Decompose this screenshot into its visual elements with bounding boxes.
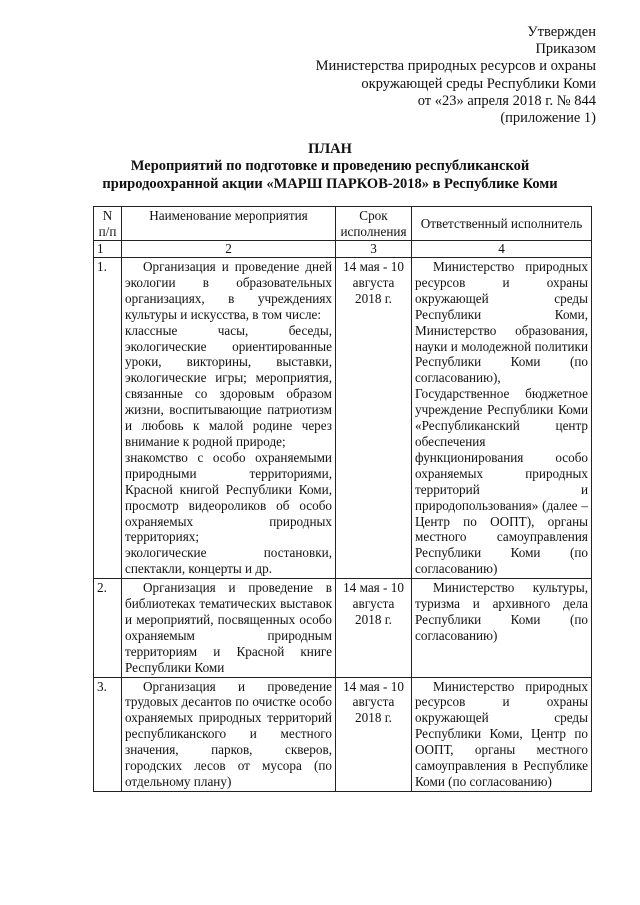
approval-line: окружающей среды Республики Коми bbox=[361, 75, 596, 92]
row-resp: Министерство культуры, туризма и архивного дела Республики Коми (по согласованию) bbox=[412, 579, 592, 677]
header-num: N п/п bbox=[94, 207, 122, 241]
table-index-row bbox=[94, 241, 592, 258]
row-num: 1. bbox=[94, 258, 122, 579]
row-term: 14 мая - 10 августа 2018 г. bbox=[336, 579, 412, 677]
table-row bbox=[94, 677, 592, 791]
table-row bbox=[94, 258, 592, 579]
row-name: Организация и проведение в библиотеках тематических выставок и мероприятий, посвященных особо охраняемым природным территориям и Красной книге Республики Коми bbox=[122, 579, 336, 677]
table-header-row bbox=[94, 207, 592, 241]
index-cell: 2 bbox=[122, 241, 336, 258]
index-cell: 1 bbox=[94, 241, 122, 258]
row-resp: Министерство природных ресурсов и охраны окружающей среды Республики Коми, Министерство образования, науки и молодежной политики Республики Коми (по согласованию), Государственное бюджетное учреждение Республики Коми «Республиканский центр обеспечения функционирования особо охраняемых природных территорий и природопользования» (далее – Центр по ООПТ), органы местного самоуправления Республики Коми (по согласованию) bbox=[412, 258, 592, 579]
approval-line: Приказом bbox=[535, 41, 596, 58]
approval-line: Министерства природных ресурсов и охраны bbox=[315, 58, 596, 75]
plan-subtitle-line: природоохранной акции «МАРШ ПАРКОВ-2018» в Республике Коми bbox=[102, 175, 558, 192]
row-term: 14 мая - 10 августа 2018 г. bbox=[336, 677, 412, 791]
header-term: Срок исполнения bbox=[336, 207, 412, 241]
index-cell: 3 bbox=[336, 241, 412, 258]
plan-heading: ПЛАН bbox=[308, 141, 352, 157]
header-name: Наименование мероприятия bbox=[122, 207, 336, 241]
row-term: 14 мая - 10 августа 2018 г. bbox=[336, 258, 412, 579]
row-num: 2. bbox=[94, 579, 122, 677]
table-row bbox=[94, 579, 592, 677]
plan-subtitle-line: Мероприятий по подготовке и проведению республиканской bbox=[130, 158, 530, 174]
plan-title bbox=[60, 140, 600, 193]
approval-line: от «23» апреля 2018 г. № 844 bbox=[417, 92, 596, 109]
index-cell: 4 bbox=[412, 241, 592, 258]
row-name-paragraph: Организация и проведение дней экологии в образовательных организациях, в учреждениях культуры и искусства, в том числе: bbox=[125, 259, 332, 322]
row-name: Организация и проведение трудовых десантов по очистке особо охраняемых природных территорий республиканского и местного значения, парков, скверов, городских лесов от мусора (по отдельному плану) bbox=[122, 677, 336, 791]
row-resp: Министерство природных ресурсов и охраны окружающей среды Республики Коми, Центр по ООПТ, органы местного самоуправления в Республике Коми (по согласованию) bbox=[412, 677, 592, 791]
row-num: 3. bbox=[94, 677, 122, 791]
row-name-paragraph: классные часы, беседы, экологические ориентированные уроки, викторины, выставки, экологические игры; мероприятия, связанные со здоровым образом жизни, воспитывающие патриотизм и любовь к малой родине через внимание к родной природе; bbox=[125, 322, 332, 449]
plan-table bbox=[93, 206, 592, 792]
approval-block bbox=[316, 24, 596, 127]
row-name bbox=[122, 258, 336, 579]
row-name-paragraph: знакомство с особо охраняемыми природными территориями, Красной книгой Республики Коми, просмотр видеороликов об особо охраняемых природных территориях; bbox=[125, 449, 332, 545]
row-name-paragraph: экологические постановки, спектакли, концерты и др. bbox=[125, 545, 332, 577]
header-resp: Ответственный исполнитель bbox=[412, 207, 592, 241]
approval-line: (приложение 1) bbox=[500, 110, 596, 127]
approval-line: Утвержден bbox=[527, 24, 596, 40]
